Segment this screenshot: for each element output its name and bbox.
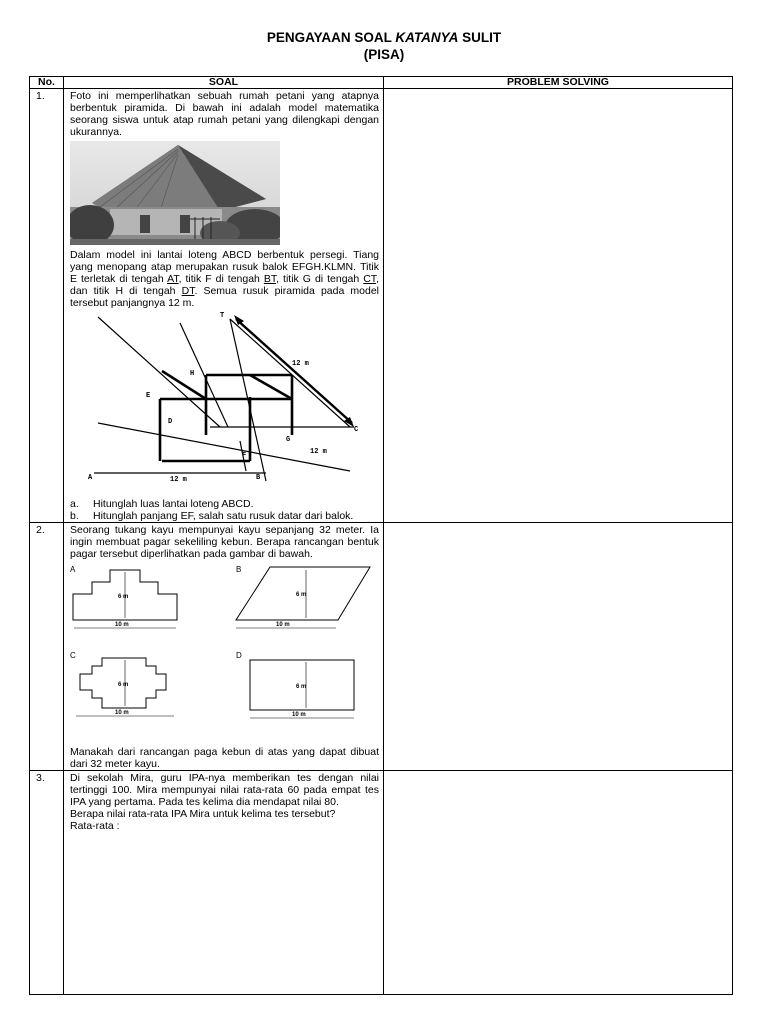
col-header-no: No. — [30, 77, 64, 89]
label-h: H — [190, 370, 195, 378]
col-header-problem-solving: PROBLEM SOLVING — [384, 77, 733, 89]
problem-solving-cell[interactable] — [384, 89, 733, 523]
label-c: C — [354, 426, 359, 434]
row-number: 3. — [30, 771, 64, 995]
question-cell — [64, 523, 384, 771]
question-cell — [64, 771, 384, 995]
shape-a-width: 10 m — [115, 622, 129, 628]
pyramid-model-diagram — [70, 311, 379, 494]
label-g: G — [286, 436, 291, 444]
page-subtitle: (PISA) — [363, 47, 405, 62]
model-description: Dalam model ini lantai loteng ABCD berbentuk persegi. Tiang yang menopang atap merupakan rusuk balok EFGH.KLMN. Titik E terletak di tengah AT, titik F di tengah BT, titik G di tengah CT, dan titik H di tengah DT. Semua rusuk piramida pada model tersebut panjangnya 12 m. — [70, 249, 379, 309]
shape-c-height: 6 m — [118, 682, 129, 688]
row-number: 2. — [30, 523, 64, 771]
label-f: F — [242, 452, 247, 460]
shape-d-height: 6 m — [296, 684, 307, 690]
label-d: D — [168, 418, 173, 426]
label-12m-slant: 12 m — [292, 360, 309, 368]
table-row — [30, 771, 733, 995]
fence-designs — [70, 562, 379, 742]
question-prompt: Berapa nilai rata-rata IPA Mira untuk kelima tes tersebut? — [70, 808, 336, 820]
label-a: A — [88, 474, 93, 482]
shape-d-width: 10 m — [292, 712, 306, 718]
table-row — [30, 523, 733, 771]
shape-d-label: D — [236, 651, 242, 660]
shape-c-label: C — [70, 651, 76, 660]
label-b: B — [256, 474, 261, 482]
label-12m-side: 12 m — [310, 448, 327, 456]
label-12m-base: 12 m — [170, 476, 187, 484]
shape-b-height: 6 m — [296, 592, 307, 598]
question-text-2: Manakah dari rancangan paga kebun di atas yang dapat dibuat dari 32 meter kayu. — [70, 746, 379, 770]
shape-b-width: 10 m — [276, 622, 290, 628]
label-e: E — [146, 392, 151, 400]
question-text: Seorang tukang kayu mempunyai kayu sepanjang 32 meter. Ia ingin membuat pagar sekeliling kebun. Berapa rancangan bentuk pagar tersebut diperlihatkan pada gambar di bawah. — [70, 524, 379, 560]
question-cell — [64, 89, 384, 523]
problem-table — [29, 76, 733, 995]
label-t: T — [220, 312, 225, 320]
question-text: Di sekolah Mira, guru IPA-nya memberikan tes dengan nilai tertinggi 100. Mira mempunyai nilai rata-rata 60 pada empat tes IPA yang pertama. Pada tes kelima dia mendapat nilai 80. — [70, 772, 379, 808]
table-row — [30, 89, 733, 523]
shape-a-label: A — [70, 565, 76, 574]
shape-b-label: B — [236, 565, 242, 574]
table-header-row — [30, 77, 733, 89]
shape-a-height: 6 m — [118, 594, 129, 600]
question-1-items — [70, 498, 379, 522]
question-text: Foto ini memperlihatkan sebuah rumah petani yang atapnya berbentuk piramida. Di bawah ini adalah model matematika seorang siswa untuk atap rumah petani yang dilengkapi dengan ukurannya. — [70, 90, 379, 138]
pyramid-house-photo — [70, 141, 379, 248]
answer-label: Rata-rata : — [70, 820, 120, 832]
row-number: 1. — [30, 89, 64, 523]
page-title: PENGAYAAN SOAL KATANYA SULIT — [266, 30, 502, 45]
problem-solving-cell[interactable] — [384, 523, 733, 771]
list-item: a. Hitunglah luas lantai loteng ABCD. — [70, 498, 254, 510]
list-item: b. Hitunglah panjang EF, salah satu rusuk datar dari balok. — [70, 510, 354, 522]
problem-solving-cell[interactable] — [384, 771, 733, 995]
col-header-soal: SOAL — [64, 77, 384, 89]
shape-c-width: 10 m — [115, 710, 129, 716]
